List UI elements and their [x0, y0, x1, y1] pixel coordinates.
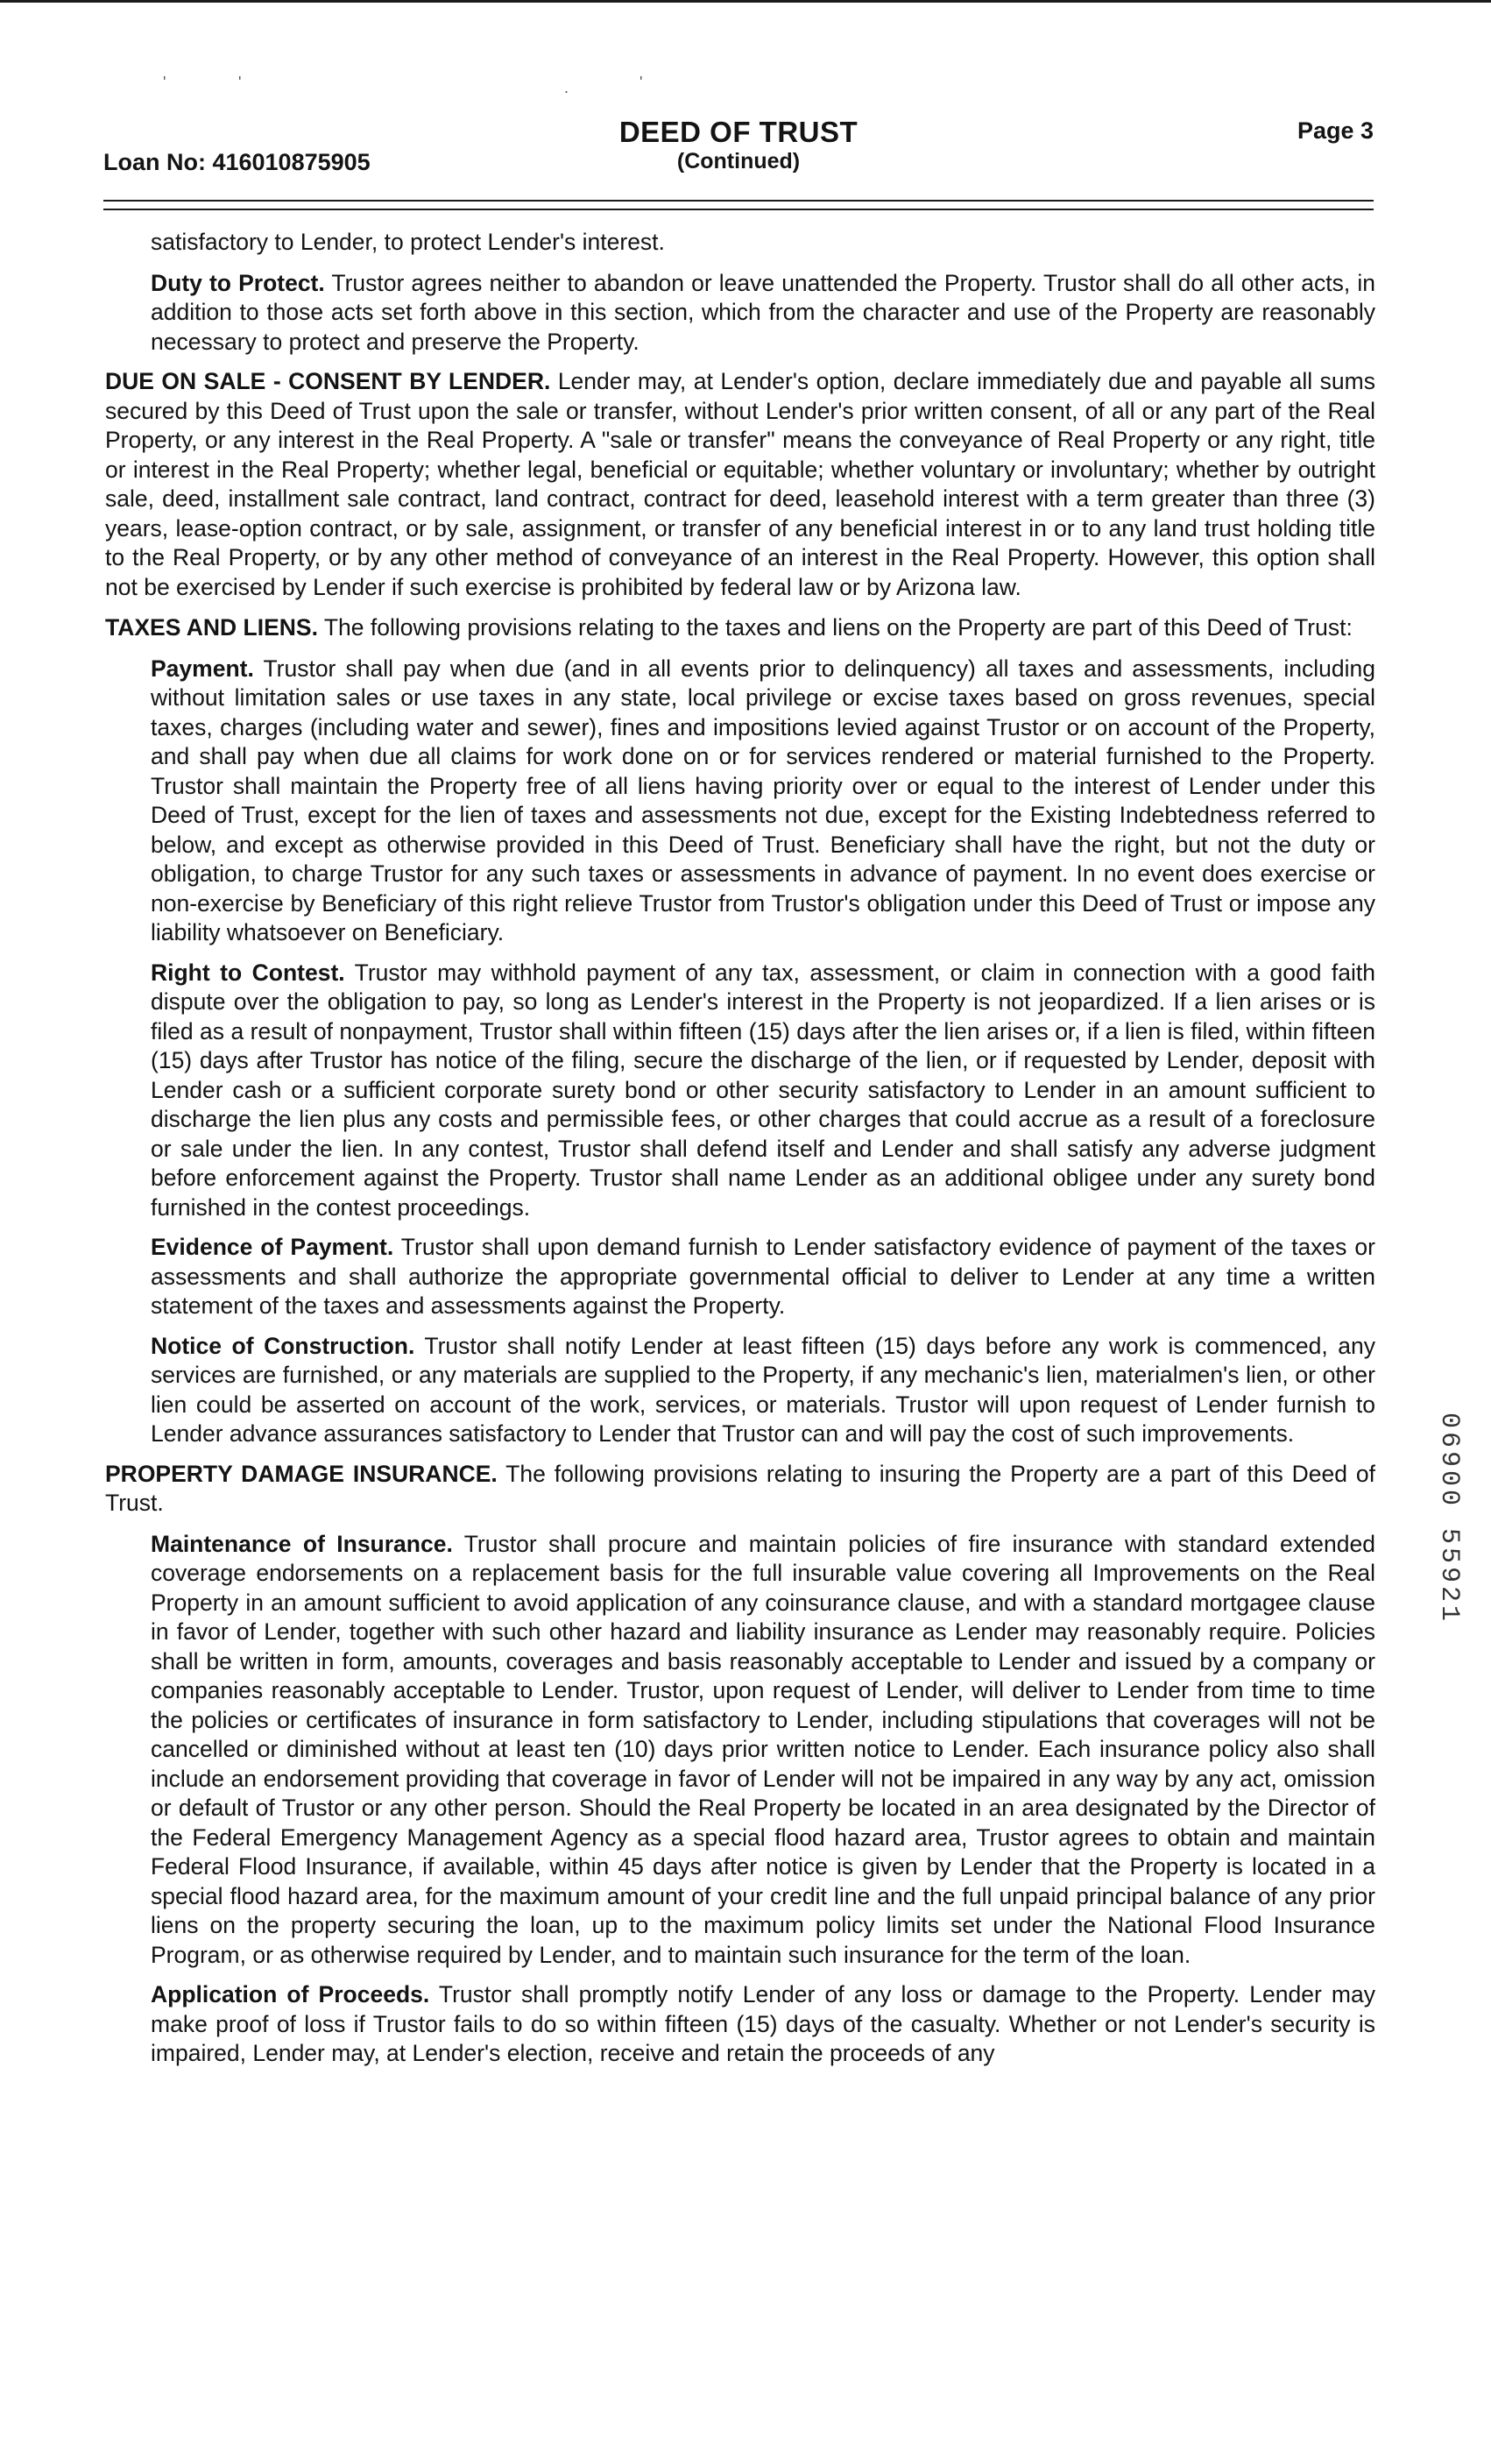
paragraph-text: The following provisions relating to the taxes and liens on the Property are part of this Deed of Trust:	[317, 614, 1353, 641]
scan-mark: .	[564, 79, 569, 96]
scan-mark: '	[238, 74, 242, 91]
document-subtitle: (Continued)	[676, 149, 801, 173]
document-title: DEED OF TRUST	[618, 116, 859, 148]
paragraph-text: Trustor shall notify Lender at least fifteen (15) days before any work is commenced, any services are furnished, or any materials are supplied to the Property, if any mechanic's lien, materialmen's lien, or other lien could be asserted on account of the work, services, or materials. Trustor will upon request of Lender furnish to Lender advance assurances satisfactory to Lender that Trustor can and will pay the cost of such improvements.	[151, 1332, 1375, 1447]
scan-mark: '	[163, 74, 166, 91]
paragraph-heading: Maintenance of Insurance.	[151, 1530, 453, 1557]
taxes-and-liens-section	[105, 613, 1375, 643]
paragraph-text: Trustor shall upon demand furnish to Lender satisfactory evidence of payment of the taxes or assessments and shall authorize the appropriate governmental official to deliver to Lender at any time a written statement of the taxes and assessments against the Property.	[151, 1234, 1375, 1319]
document-header	[103, 112, 1374, 182]
paragraph-text: Trustor may withhold payment of any tax, assessment, or claim in connection with a good faith dispute over the obligation to pay, so long as Lender's interest in the Property is not jeopardized. If a lien arises or is filed as a result of nonpayment, Trustor shall within fifteen (15) days after the lien arises or, if a lien is filed, within fifteen (15) days after Trustor has notice of the filing, secure the discharge of the lien, or if requested by Lender, deposit with Lender cash or a sufficient corporate surety bond or other security satisfactory to Lender in an amount sufficient to discharge the lien plus any costs and permissible fees, or other charges that could accrue as a result of a foreclosure or sale under the lien. In any contest, Trustor shall defend itself and Lender and shall satisfy any adverse judgment before enforcement against the Property. Trustor shall name Lender as an additional obligee under any surety bond furnished in the contest proceedings.	[151, 959, 1375, 1221]
paragraph-text: Trustor shall procure and maintain policies of fire insurance with standard extended coverage endorsements on a replacement basis for the full insurable value covering all Improvements on the Real Property in an amount sufficient to avoid application of any coinsurance clause, and with a standard mortgagee clause in favor of Lender, together with such other hazard and liability insurance as Lender may reasonably require. Policies shall be written in form, amounts, coverages and basis reasonably acceptable to Lender and issued by a company or companies reasonably acceptable to Lender. Trustor, upon request of Lender, will deliver to Lender from time to time the policies or certificates of insurance in form satisfactory to Lender, including stipulations that coverages will not be cancelled or diminished without at least ten (10) days prior written notice to Lender. Each insurance policy also shall include an endorsement providing that coverage in favor of Lender will not be impaired in any way by any act, omission or default of Trustor or any other person. Should the Real Property be located in an area designated by the Director of the Federal Emergency Management Agency as a special flood hazard area, Trustor agrees to obtain and maintain Federal Flood Insurance, if available, within 45 days after notice is given by Lender that the Property is located in a special flood hazard area, for the maximum amount of your credit line and the full unpaid principal balance of any prior liens on the property securing the loan, up to the maximum policy limits set under the National Flood Insurance Program, or as otherwise required by Lender, and to maintain such insurance for the term of the loan.	[151, 1530, 1375, 1968]
application-of-proceeds-paragraph	[105, 1980, 1375, 2069]
section-heading: PROPERTY DAMAGE INSURANCE.	[105, 1460, 498, 1487]
due-on-sale-section	[105, 367, 1375, 602]
evidence-of-payment-paragraph	[105, 1233, 1375, 1321]
top-edge-rule	[0, 0, 1491, 3]
header-rule-lower	[103, 209, 1374, 210]
paragraph-text: satisfactory to Lender, to protect Lender's interest.	[151, 229, 665, 255]
scan-mark: '	[640, 74, 643, 91]
paragraph-heading: Notice of Construction.	[151, 1332, 415, 1359]
paragraph-text: Trustor agrees neither to abandon or leave unattended the Property. Trustor shall do all other acts, in addition to those acts set forth above in this section, which from the character and use of the Property are reasonably necessary to protect and preserve the Property.	[151, 269, 1375, 355]
loan-number: Loan No: 416010875905	[103, 149, 371, 175]
paragraph-heading: Right to Contest.	[151, 959, 345, 986]
paragraph-text: Trustor shall pay when due (and in all events prior to delinquency) all taxes and assessments, including without limitation sales or use taxes in any state, local privilege or excise taxes based on gross revenues, special taxes, charges (including water and sewer), fines and impositions levied against Trustor or on account of the Property, and shall pay when due all claims for work done on or for services rendered or material furnished to the Property. Trustor shall maintain the Property free of all liens having priority over or equal to the interest of Lender under this Deed of Trust, except for the lien of taxes and assessments not due, except for the Existing Indebtedness referred to below, and except as otherwise provided in this Deed of Trust. Beneficiary shall have the right, but not the duty or obligation, to charge Trustor for any such taxes or assessments in advance of payment. In no event does exercise or non-exercise by Beneficiary of this right relieve Trustor from Trustor's obligation under this Deed of Trust or impose any liability whatsoever on Beneficiary.	[151, 655, 1375, 945]
paragraph-heading: Payment.	[151, 655, 254, 682]
section-heading: TAXES AND LIENS.	[105, 614, 318, 641]
property-damage-insurance-section	[105, 1460, 1375, 1519]
header-rule-upper	[103, 200, 1374, 202]
maintenance-of-insurance-paragraph	[105, 1530, 1375, 1971]
paragraph-text: Lender may, at Lender's option, declare immediately due and payable all sums secured by this Deed of Trust upon the sale or transfer, without Lender's prior written consent, of all or any part of the Real Property, or any interest in the Real Property. A "sale or transfer" means the conveyance of Real Property or any right, title or interest in the Real Property; whether legal, beneficial or equitable; whether voluntary or involuntary; whether by outright sale, deed, installment sale contract, land contract, contract for deed, leasehold interest with a term greater than three (3) years, lease-option contract, or by sale, assignment, or transfer of any beneficial interest in or to any land trust holding title to the Real Property, or by any other method of conveyance of an interest in the Real Property. However, this option shall not be exercised by Lender if such exercise is prohibited by federal law or by Arizona law.	[105, 368, 1375, 600]
paragraph-heading: Application of Proceeds.	[151, 1981, 430, 2007]
paragraph-heading: Duty to Protect.	[151, 269, 325, 296]
section-heading: DUE ON SALE - CONSENT BY LENDER.	[105, 368, 551, 394]
notice-of-construction-paragraph	[105, 1332, 1375, 1449]
document-body	[105, 228, 1375, 2079]
side-stamp-number: 06900 55921	[1434, 1413, 1464, 1625]
duty-to-protect-paragraph	[105, 269, 1375, 358]
paragraph-text: The following provisions relating to insuring the Property are a part of this Deed of Trust.	[105, 1460, 1376, 1516]
paragraph-text: Trustor shall promptly notify Lender of any loss or damage to the Property. Lender may make proof of loss if Trustor fails to do so within fifteen (15) days of the casualty. Whether or not Lender's security is impaired, Lender may, at Lender's election, receive and retain the proceeds of any	[151, 1981, 1375, 2066]
continued-paragraph	[105, 228, 1375, 258]
paragraph-heading: Evidence of Payment.	[151, 1234, 394, 1260]
page-number: Page 3	[1297, 117, 1374, 144]
payment-paragraph	[105, 655, 1375, 948]
right-to-contest-paragraph	[105, 959, 1375, 1223]
